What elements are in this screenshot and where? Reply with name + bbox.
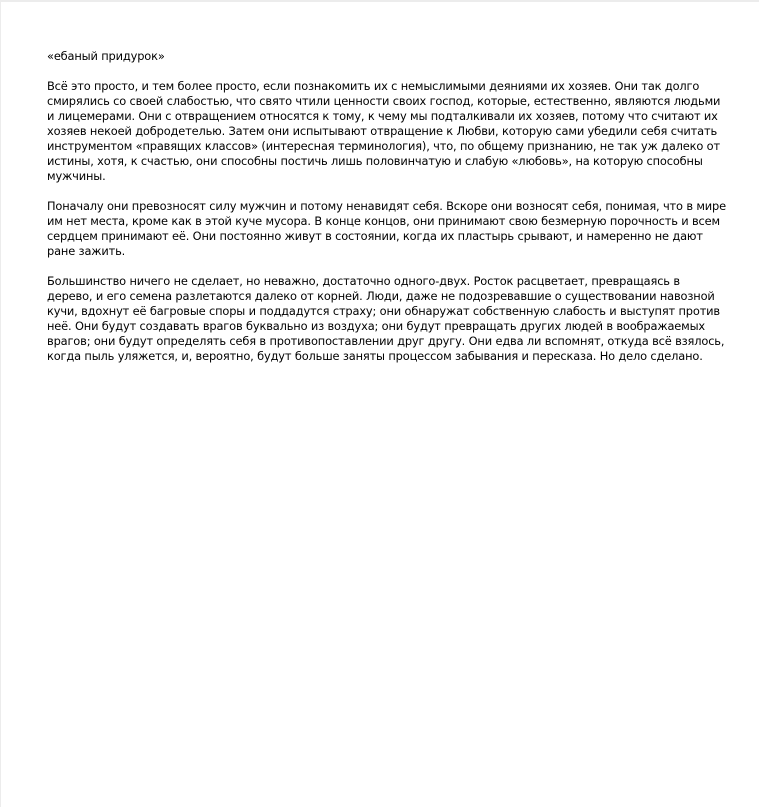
paragraph-1: Всё это просто, и тем более просто, если познакомить их с немыслимыми деяниями их хозяев. Они так долго смирялись со своей слабостью, что свято чтили ценности своих господ, которые, естественно, являются людьми и лицемерами. Они с отвращением относятся к тому, к чему мы подталкивали их хозяев, потому что считают их хозяев некоей добродетелью. Затем они испытывают отвращение к Любви, которую сами убедили себя считать инструментом «правящих классов» (интересная терминология), что, по общему признанию, не так уж далеко от истины, хотя, к счастью, они способны постичь лишь половинчатую и слабую «любовь», на которую способны мужчины. bbox=[47, 79, 721, 183]
document-title: «ебаный придурок» bbox=[47, 49, 165, 63]
paragraph-3: Большинство ничего не сделает, но неважно, достаточно одного-двух. Росток расцветает, превращаясь в дерево, и его семена разлетаются далеко от корней. Люди, даже не подозревавшие о существовании навозной кучи, вдохнут её багровые споры и поддадутся страху; они обнаружат собственную слабость и выступят против неё. Они будут создавать врагов буквально из воздуха; они будут превращать других людей в воображаемых врагов; они будут определять себя в противопоставлении друг другу. Они едва ли вспомнят, откуда всё взялось, когда пыль уляжется, и, вероятно, будут больше заняты процессом забывания и пересказа. Но дело сделано. bbox=[47, 274, 725, 363]
document-body bbox=[47, 49, 727, 379]
paragraph-2: Поначалу они превозносят силу мужчин и потому ненавидят себя. Вскоре они возносят себя, понимая, что в мире им нет места, кроме как в этой куче мусора. В конце концов, они принимают свою безмерную порочность и всем сердцем принимают её. Они постоянно живут в состоянии, когда их пластырь срывают, и намеренно не дают ране зажить. bbox=[47, 199, 726, 258]
